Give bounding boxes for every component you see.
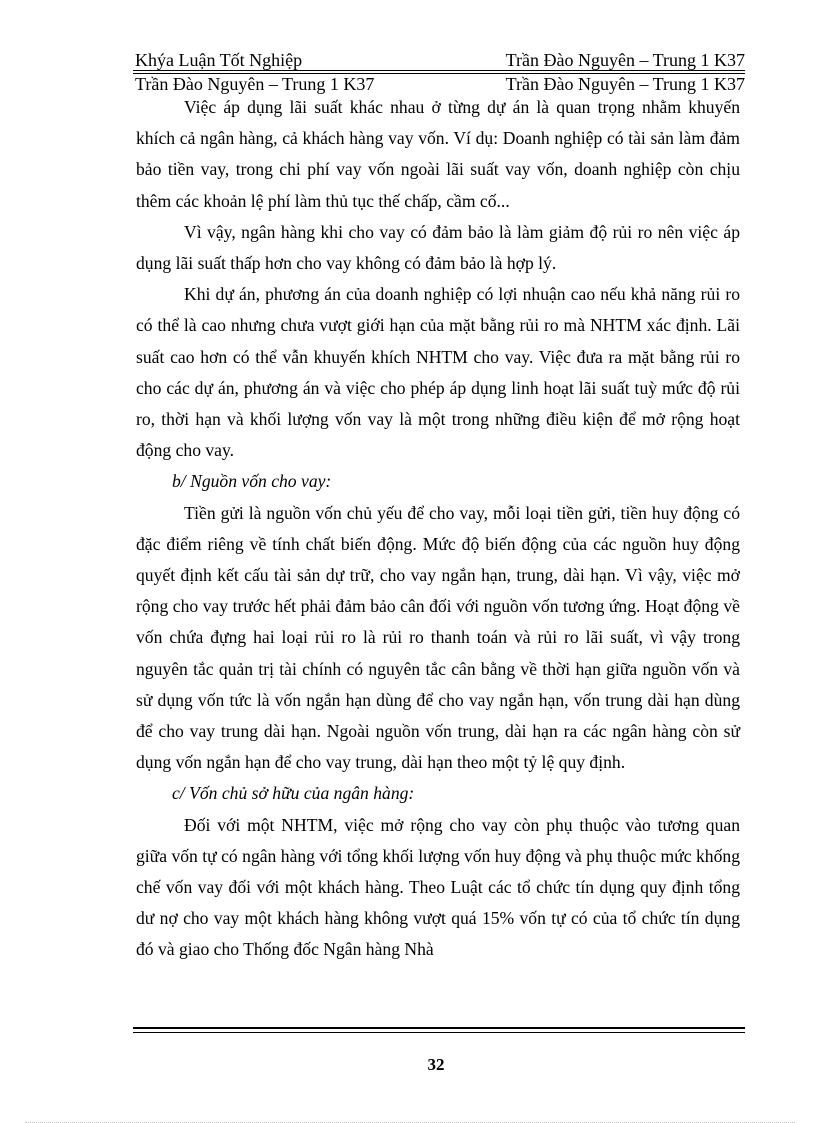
paragraph-equity-limits: Đối với một NHTM, việc mở rộng cho vay còn phụ thuộc vào tương quan giữa vốn tự có ngân hàng với tổng khối lượng vốn huy động và phụ thuộc mức khống chế vốn vay đối với một khách hàng. Theo Luật các tổ chức tín dụng quy định tổng dư nợ cho vay một khách hàng không vượt quá 15% vốn tự có của tổ chức tín dụng đó và giao cho Thống đốc Ngân hàng Nhà (136, 814, 740, 960)
paragraph-collateral: Vì vậy, ngân hàng khi cho vay có đảm bảo là làm giảm độ rủi ro nên việc áp dụng lãi suất thấp hơn cho vay không có đảm bảo là hợp lý. (136, 221, 740, 274)
footer-rule (133, 1027, 745, 1029)
subheading-funding-sources: b/ Nguồn vốn cho vay: (172, 471, 332, 492)
page-number: 32 (427, 1055, 445, 1074)
footer-rule-double (133, 1032, 745, 1033)
header-author: Trần Đào Nguyên – Trung 1 K37 (505, 50, 745, 70)
page-header (135, 50, 745, 70)
subheader-author-left: Trần Đào Nguyên – Trung 1 K37 (135, 74, 375, 94)
subheading-owner-equity: c/ Vốn chủ sở hữu của ngân hàng: (172, 783, 415, 804)
subheader-author-right: Trần Đào Nguyên – Trung 1 K37 (505, 74, 745, 94)
paragraph-risk-level: Khi dự án, phương án của doanh nghiệp có lợi nhuận cao nếu khả năng rủi ro có thể là cao nhưng chưa vượt giới hạn của mặt bằng rủi ro mà NHTM xác định. Lãi suất cao hơn có thể vẫn khuyến khích NHTM cho vay. Việc đưa ra mặt bằng rủi ro cho các dự án, phương án và việc cho phép áp dụng linh hoạt lãi suất tuỳ mức độ rủi ro, thời hạn và khối lượng vốn vay là một trong những điều kiện để mở rộng hoạt động cho vay. (136, 284, 740, 461)
paragraph-interest-rates: Việc áp dụng lãi suất khác nhau ở từng dự án là quan trọng nhằm khuyến khích cả ngân hàng, cả khách hàng vay vốn. Ví dụ: Doanh nghiệp có tài sản làm đảm bảo tiền vay, trong chi phí vay vốn ngoài lãi suất vay vốn, doanh nghiệp còn chịu thêm các khoản lệ phí làm thủ tục thế chấp, cầm cố... (136, 97, 740, 211)
paragraph-deposits: Tiền gửi là nguồn vốn chủ yếu để cho vay, mỗi loại tiền gửi, tiền huy động có đặc điểm riêng về tính chất biến động. Mức độ biến động của các nguồn huy động quyết định kết cấu tài sản dự trữ, cho vay ngắn hạn, trung, dài hạn. Vì vậy, việc mở rộng cho vay trước hết phải đảm bảo cân đối với nguồn vốn tương ứng. Hoạt động về vốn chứa đựng hai loại rủi ro là rủi ro thanh toán và rủi ro lãi suất, vì vậy trong nguyên tắc quản trị tài chính có nguyên tắc cân bằng về thời hạn giữa nguồn vốn và sử dụng vốn tức là vốn ngắn hạn dùng để cho vay ngắn hạn, vốn trung dài hạn dùng để cho vay trung dài hạn. Ngoài nguồn vốn trung, dài hạn ra các ngân hàng còn sử dụng vốn ngắn hạn để cho vay trung, dài hạn theo một tỷ lệ quy định. (136, 502, 740, 773)
header-thesis-title: Khýa Luận Tốt Nghiệp (135, 50, 303, 70)
document-body (136, 92, 740, 966)
header-rule (133, 70, 745, 71)
page-subheader (135, 74, 745, 94)
